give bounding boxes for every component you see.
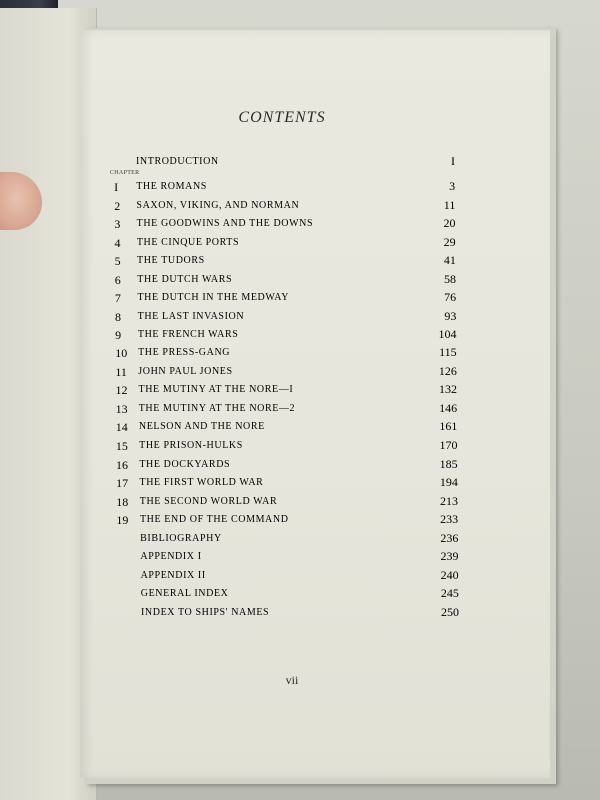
- toc-entry-title: NELSON AND THE NORE: [138, 421, 265, 432]
- toc-entry-title: JOHN PAUL JONES: [138, 366, 233, 377]
- chapter-number: 8: [115, 310, 121, 324]
- toc-page-number: 3: [449, 179, 456, 193]
- toc-page-number: 41: [443, 253, 456, 267]
- toc-page-number: 126: [438, 364, 457, 378]
- toc-entry-title: THE CINQUE PORTS: [136, 237, 240, 248]
- toc-entry-title: THE SECOND WORLD WAR: [139, 496, 278, 507]
- toc-page-number: I: [451, 154, 455, 168]
- toc-page-number: 29: [443, 235, 456, 249]
- chapter-number: 19: [116, 513, 129, 527]
- chapter-number: 9: [115, 328, 122, 342]
- chapter-number: 11: [115, 365, 127, 379]
- page-folio: vii: [285, 673, 299, 687]
- toc-page-number: 93: [444, 309, 457, 323]
- toc-entry-title: THE MUTINY AT THE NORE—2: [138, 403, 296, 414]
- toc-entry-title: THE LAST INVASION: [137, 311, 245, 322]
- toc-entry-title: THE GOODWINS AND THE DOWNS: [136, 218, 314, 229]
- page-title: CONTENTS: [238, 109, 326, 126]
- toc-page-number: 245: [440, 586, 459, 600]
- chapter-column-label: CHAPTER: [110, 170, 140, 176]
- toc-page-number: 185: [439, 457, 458, 471]
- chapter-number: 7: [114, 291, 121, 305]
- toc-page-number: 76: [444, 290, 457, 304]
- toc-page-number: 236: [440, 531, 459, 545]
- toc-entry-title: THE DUTCH IN THE MEDWAY: [137, 292, 290, 303]
- toc-entry-title: THE TUDORS: [137, 255, 205, 266]
- toc-entry-title: THE DOCKYARDS: [139, 459, 231, 470]
- chapter-number: 2: [114, 199, 121, 213]
- toc-page-number: 213: [440, 494, 458, 508]
- chapter-number: 10: [115, 346, 128, 360]
- toc-page-number: 146: [439, 401, 458, 415]
- toc-page-number: 240: [440, 568, 459, 582]
- chapter-number: I: [114, 180, 119, 194]
- toc-page-number: 233: [440, 512, 459, 526]
- chapter-number: 15: [115, 439, 128, 453]
- chapter-number: 13: [115, 402, 128, 416]
- toc-page-number: 104: [438, 327, 457, 341]
- toc-entry-title: THE FIRST WORLD WAR: [139, 477, 264, 488]
- chapter-number: 3: [114, 217, 121, 231]
- toc-entry-title: GENERAL INDEX: [140, 588, 229, 599]
- toc-entry-title: INDEX TO SHIPS' NAMES: [141, 607, 270, 618]
- toc-page-number: 11: [443, 198, 456, 212]
- chapter-number: 16: [116, 458, 128, 472]
- toc-entry-title: THE ROMANS: [136, 181, 207, 192]
- toc-page-number: 58: [444, 272, 456, 286]
- toc-entry-title: THE FRENCH WARS: [137, 329, 239, 340]
- toc-page-number: 170: [439, 438, 458, 452]
- toc-page-number: 161: [439, 419, 458, 433]
- toc-entry-title: SAXON, VIKING, AND NORMAN: [136, 200, 300, 211]
- toc-entry-title: THE PRESS-GANG: [138, 347, 231, 358]
- toc-entry-title: THE PRISON-HULKS: [139, 440, 243, 451]
- toc-page-number: 20: [443, 216, 456, 230]
- chapter-number: 4: [114, 236, 121, 250]
- toc-entry-title: APPENDIX II: [140, 570, 206, 581]
- chapter-number: 18: [116, 495, 129, 509]
- toc-page-number: 132: [439, 382, 457, 396]
- chapter-number: 12: [115, 383, 128, 397]
- chapter-number: 14: [115, 420, 128, 434]
- toc-page-number: 194: [439, 475, 458, 489]
- chapter-number: 5: [114, 254, 121, 268]
- toc-entry-title: THE END OF THE COMMAND: [139, 514, 289, 525]
- toc-entry-title: THE DUTCH WARS: [137, 274, 233, 285]
- toc-page-number: 250: [441, 605, 459, 619]
- chapter-number: 6: [114, 273, 121, 287]
- toc-page-number: 239: [440, 549, 459, 563]
- chapter-number: 17: [116, 476, 129, 490]
- toc-entry-title: INTRODUCTION: [136, 156, 219, 167]
- toc-entry-title: BIBLIOGRAPHY: [140, 533, 222, 544]
- toc-entry-title: THE MUTINY AT THE NORE—I: [138, 384, 294, 395]
- toc-page-number: 115: [439, 345, 457, 359]
- toc-entry-title: APPENDIX I: [140, 551, 202, 562]
